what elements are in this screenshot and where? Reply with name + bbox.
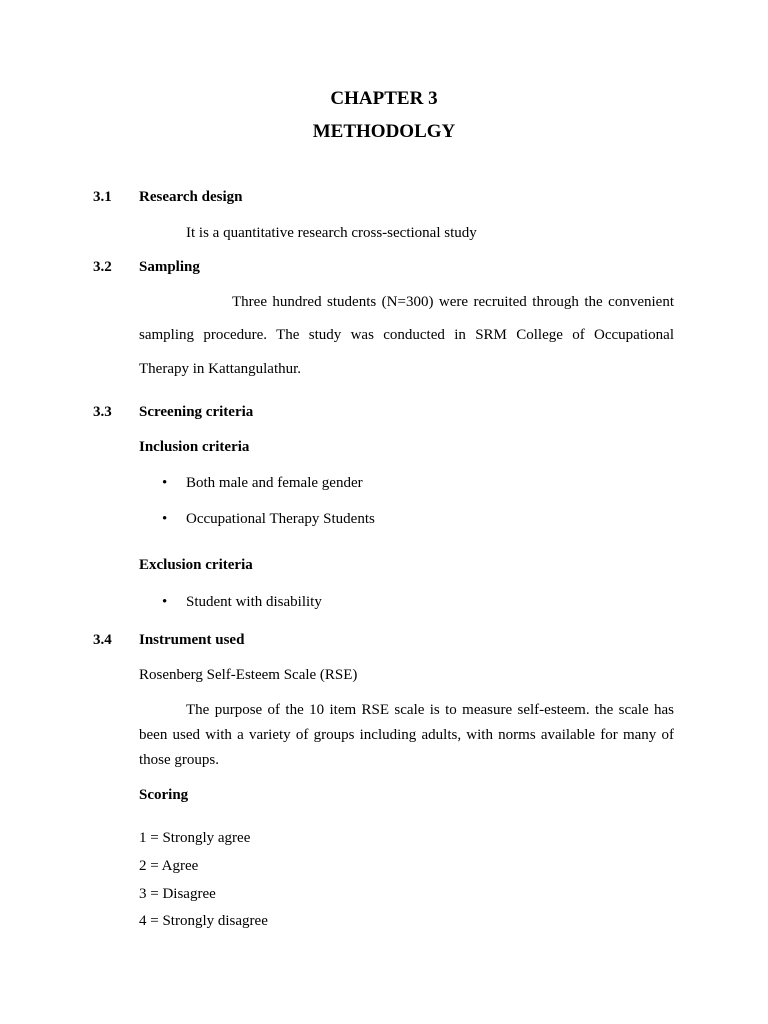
instrument-line-2: been used with a variety of groups including adults, with norms available for many of	[139, 727, 674, 743]
inclusion-item: Occupational Therapy Students	[186, 511, 375, 527]
exclusion-heading: Exclusion criteria	[139, 557, 253, 573]
sampling-line-3: Therapy in Kattangulathur.	[139, 361, 302, 377]
section-heading-research-design: Research design	[139, 189, 243, 205]
scoring-item: 4 = Strongly disagree	[139, 913, 268, 929]
section-number-3-3: 3.3	[93, 404, 112, 420]
section-heading-instrument: Instrument used	[139, 632, 245, 648]
sampling-line-2: sampling procedure. The study was conducted in SRM College of Occupational	[139, 327, 674, 343]
instrument-name: Rosenberg Self-Esteem Scale (RSE)	[139, 667, 358, 683]
inclusion-heading: Inclusion criteria	[139, 439, 250, 455]
scoring-heading: Scoring	[139, 787, 189, 803]
inclusion-item: Both male and female gender	[186, 475, 363, 491]
scoring-item: 3 = Disagree	[139, 886, 216, 902]
bullet-icon: •	[162, 511, 168, 527]
section-heading-sampling: Sampling	[139, 259, 200, 275]
section-heading-screening: Screening criteria	[139, 404, 254, 420]
bullet-icon: •	[162, 475, 168, 491]
instrument-line-3: those groups.	[139, 752, 219, 768]
section-number-3-1: 3.1	[93, 189, 112, 205]
chapter-label: CHAPTER 3	[330, 88, 438, 109]
section-number-3-2: 3.2	[93, 259, 112, 275]
research-design-body: It is a quantitative research cross-sectional study	[186, 225, 477, 241]
exclusion-item: Student with disability	[186, 594, 322, 610]
sampling-line-1: Three hundred students (N=300) were recruited through the convenient	[232, 294, 674, 310]
scoring-item: 1 = Strongly agree	[139, 830, 251, 846]
section-number-3-4: 3.4	[93, 632, 112, 648]
instrument-line-1: The purpose of the 10 item RSE scale is to measure self-esteem. the scale has	[186, 702, 674, 718]
scoring-item: 2 = Agree	[139, 858, 199, 874]
chapter-title: METHODOLGY	[312, 121, 456, 142]
bullet-icon: •	[162, 594, 168, 610]
